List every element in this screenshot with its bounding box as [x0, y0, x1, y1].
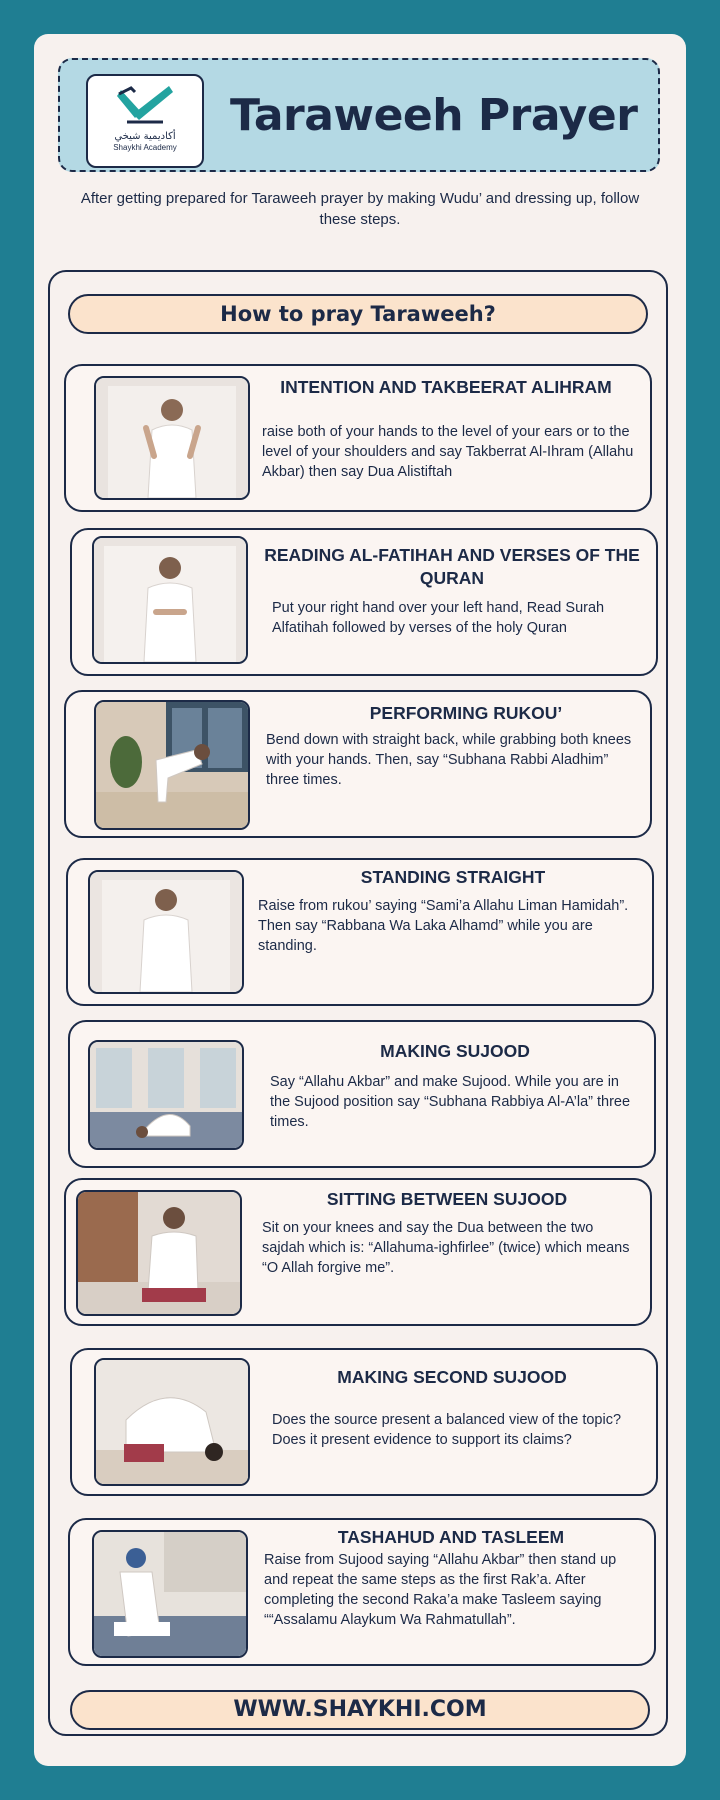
step-text: Say “Allahu Akbar” and make Sujood. While you are in the Sujood position say “Subhana Rabbiya Al-A’la” three times.	[270, 1074, 631, 1130]
step-card-rukou	[64, 690, 652, 838]
step-photo-fatihah	[92, 536, 248, 664]
step-text: Sit on your knees and say the Dua between the two sajdah which is: “Allahuma-ighfirlee” (twice) which means “O Allah forgive me”.	[262, 1220, 630, 1276]
step-photo-sujood	[88, 1040, 244, 1150]
step-card-tashahud	[68, 1518, 656, 1666]
step-card-standing	[66, 858, 654, 1006]
step-text: raise both of your hands to the level of your ears or to the level of your shoulders and say Takberrat Al-Ihram (Allahu Akbar) then say Dua Alistiftah	[262, 424, 634, 480]
step-card-sitting	[64, 1178, 652, 1326]
step-text: Does the source present a balanced view of the topic? Does it present evidence to support its claims?	[272, 1412, 622, 1448]
steps-panel	[48, 270, 668, 1736]
step-card-second-sujood	[70, 1348, 658, 1496]
shaykhi-academy-logo	[86, 74, 204, 168]
logo-arabic-text: أكاديمية شيخي	[114, 131, 176, 142]
step-card-sujood	[68, 1020, 656, 1168]
step-photo-intention	[94, 376, 250, 500]
step-title: PERFORMING RUKOU’	[369, 703, 563, 723]
step-title: MAKING SUJOOD	[380, 1041, 530, 1061]
step-title: MAKING SECOND SUJOOD	[337, 1367, 567, 1387]
infographic-card	[34, 34, 686, 1766]
intro-text: After getting prepared for Taraweeh prayer by making Wudu’ and dressing up, follow these steps.	[80, 190, 640, 228]
step-card-intention	[64, 364, 652, 512]
logo-english-text: Shaykhi Academy	[113, 143, 177, 152]
step-title: STANDING STRAIGHT	[360, 867, 546, 887]
step-photo-second-sujood	[94, 1358, 250, 1486]
book-logo-icon	[113, 82, 177, 126]
step-card-fatihah	[70, 528, 658, 676]
step-title: INTENTION AND TAKBEERAT ALIHRAM	[280, 377, 612, 397]
website-link[interactable]: WWW.SHAYKHI.COM	[70, 1690, 650, 1730]
step-photo-sitting	[76, 1190, 242, 1316]
step-title: READING AL-FATIHAH AND VERSES OF THE QURAN	[264, 545, 640, 588]
step-text: Raise from Sujood saying “Allahu Akbar” then stand up and repeat the same steps as the first Rak’a. After completing the second Raka’a make Tasleem saying ““Assalamu Alaykum Wa Rahmatullah”.	[264, 1552, 617, 1628]
page-title: Taraweeh Prayer	[230, 90, 638, 141]
step-photo-tashahud	[92, 1530, 248, 1658]
step-photo-standing	[88, 870, 244, 994]
header-banner	[58, 58, 660, 172]
step-title: TASHAHUD AND TASLEEM	[337, 1527, 565, 1547]
step-text: Raise from rukou’ saying “Sami’a Allahu Liman Hamidah”. Then say “Rabbana Wa Laka Alhamd” while you are standing.	[258, 898, 629, 954]
step-text: Bend down with straight back, while grabbing both knees with your hands. Then, say “Subhana Rabbi Aladhim” three times.	[266, 732, 632, 788]
step-photo-rukou	[94, 700, 250, 830]
step-title: SITTING BETWEEN SUJOOD	[326, 1189, 568, 1209]
step-text: Put your right hand over your left hand, Read Surah Alfatihah followed by verses of the holy Quran	[272, 600, 605, 636]
section-title: How to pray Taraweeh?	[68, 294, 648, 334]
